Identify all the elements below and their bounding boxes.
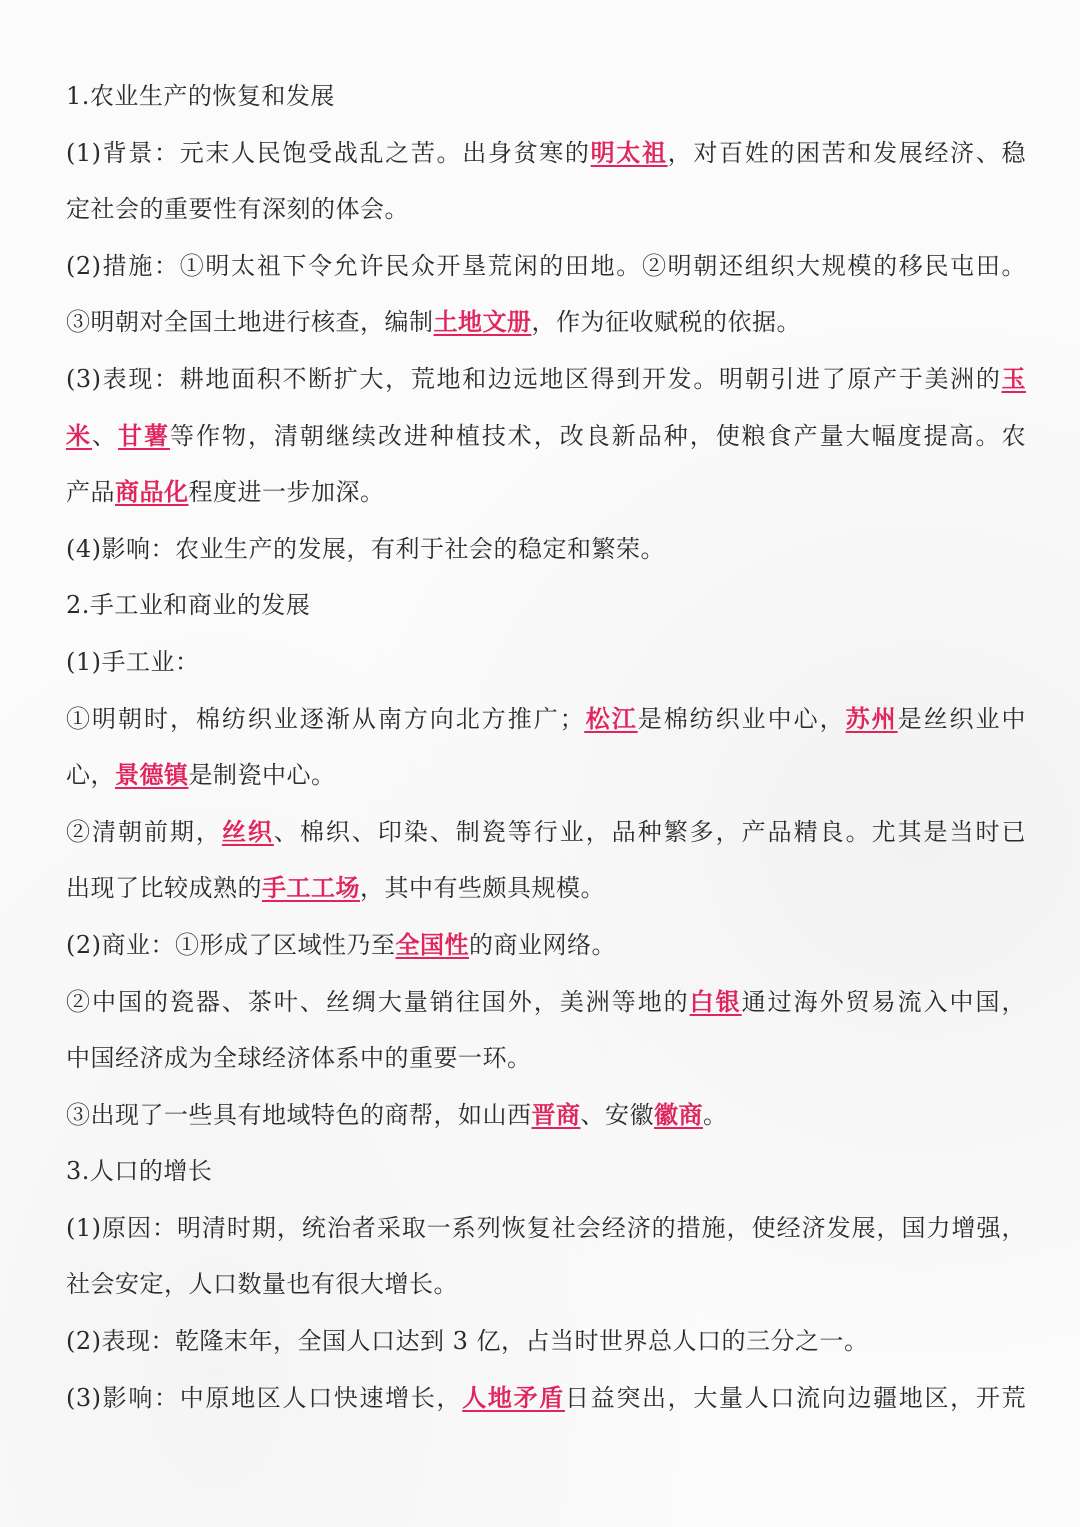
keyword-highlight: 甘薯 <box>118 420 170 450</box>
keyword-highlight: 白银 <box>689 986 742 1016</box>
text-line <box>66 804 1026 861</box>
text-segment: 产品 <box>66 478 115 507</box>
text-segment: 心， <box>66 761 115 790</box>
text-segment: 程度进一步加深。 <box>188 478 385 507</box>
text-segment: 1.农业生产的恢复和发展 <box>66 82 335 110</box>
keyword-highlight: 全国性 <box>395 929 469 959</box>
keyword-highlight: 玉 <box>1001 363 1026 393</box>
text-segment: 2.手工业和商业的发展 <box>66 591 311 620</box>
text-segment: 定社会的重要性有深刻的体会。 <box>66 195 409 224</box>
keyword-highlight: 手工工场 <box>262 873 360 903</box>
keyword-highlight: 明太祖 <box>590 137 668 167</box>
text-line <box>66 408 1026 465</box>
text-segment: ，其中有些颇具规模。 <box>360 874 605 903</box>
text-segment: (3)影响：中原地区人口快速增长， <box>66 1383 463 1412</box>
keyword-highlight: 苏州 <box>845 703 898 733</box>
text-segment: (3)表现：耕地面积不断扩大，荒地和边远地区得到开发。明朝引进了原产于美洲的 <box>66 364 1002 393</box>
text-line <box>66 1370 1026 1427</box>
text-line <box>66 464 1026 521</box>
text-line <box>66 351 1026 408</box>
text-segment: ③明朝对全国土地进行核查，编制 <box>66 308 434 337</box>
text-line <box>66 1313 1026 1370</box>
text-segment: 是丝织业中 <box>897 704 1027 733</box>
text-segment: 出现了比较成熟的 <box>66 874 262 903</box>
keyword-highlight: 人地矛盾 <box>462 1382 565 1412</box>
text-line <box>66 747 1026 804</box>
text-line <box>66 521 1026 578</box>
text-segment: (2)表现：乾隆末年，全国人口达到 3 亿，占当时世界总人口的三分之一。 <box>66 1327 869 1356</box>
text-segment: ②清朝前期， <box>66 817 222 846</box>
text-segment: 、棉织、印染、制瓷等行业，品种繁多，产品精良。尤其是当时已 <box>273 817 1027 846</box>
keyword-highlight: 徽商 <box>654 1099 703 1129</box>
text-segment: 。 <box>703 1100 728 1129</box>
text-line <box>66 1200 1026 1257</box>
text-line <box>66 577 1026 634</box>
text-segment: 等作物，清朝继续改进种植技术，改良新品种，使粮食产量大幅度提高。农 <box>169 421 1027 450</box>
text-segment: (1)背景：元末人民饱受战乱之苦。出身贫寒的 <box>66 138 591 167</box>
text-segment: (2)商业：①形成了区域性乃至 <box>66 930 396 959</box>
text-line <box>66 1256 1026 1313</box>
text-segment: (4)影响：农业生产的发展，有利于社会的稳定和繁荣。 <box>66 534 665 563</box>
text-line <box>66 634 1026 691</box>
text-line <box>66 68 1026 125</box>
text-segment: ①明朝时，棉纺织业逐渐从南方向北方推广； <box>66 704 585 733</box>
text-line <box>66 974 1026 1031</box>
text-segment: (1)手工业： <box>66 647 200 676</box>
text-segment: 是制瓷中心。 <box>188 761 336 790</box>
text-segment: 、安徽 <box>580 1100 654 1129</box>
text-line <box>66 1030 1026 1087</box>
keyword-highlight: 晋商 <box>531 1099 581 1129</box>
text-line <box>66 917 1026 974</box>
text-line <box>66 181 1026 238</box>
text-segment: 社会安定，人口数量也有很大增长。 <box>66 1270 458 1299</box>
text-line <box>66 238 1026 295</box>
text-segment: 日益突出，大量人口流向边疆地区，开荒 <box>564 1383 1027 1412</box>
keyword-highlight: 商品化 <box>115 477 189 507</box>
text-segment: 是棉纺织业中心， <box>637 704 846 733</box>
text-segment: ②中国的瓷器、茶叶、丝绸大量销往国外，美洲等地的 <box>66 987 690 1016</box>
keyword-highlight: 松江 <box>584 703 638 733</box>
text-line <box>66 125 1026 182</box>
text-segment: (2)措施：①明太祖下令允许民众开垦荒闲的田地。②明朝还组织大规模的移民屯田。 <box>66 251 1026 280</box>
text-segment: 通过海外贸易流入中国， <box>741 987 1027 1016</box>
text-segment: 的商业网络。 <box>469 930 616 959</box>
text-line <box>66 1143 1026 1200</box>
keyword-highlight: 景德镇 <box>115 760 189 790</box>
text-segment: 3.人口的增长 <box>66 1157 213 1186</box>
text-segment: 中国经济成为全球经济体系中的重要一环。 <box>66 1044 532 1073</box>
document-body <box>66 68 1026 1426</box>
keyword-highlight: 米 <box>66 420 92 450</box>
text-segment: ，对百姓的困苦和发展经济、稳 <box>667 138 1027 167</box>
text-line <box>66 1087 1026 1144</box>
text-segment: ，作为征收赋税的依据。 <box>531 308 801 337</box>
keyword-highlight: 土地文册 <box>433 307 532 337</box>
text-line <box>66 294 1026 351</box>
text-line <box>66 860 1026 917</box>
keyword-highlight: 丝织 <box>221 816 274 846</box>
text-line <box>66 691 1026 748</box>
text-segment: 、 <box>92 421 118 450</box>
text-segment: (1)原因：明清时期，统治者采取一系列恢复社会经济的措施，使经济发展，国力增强， <box>66 1213 1026 1242</box>
text-segment: ③出现了一些具有地域特色的商帮，如山西 <box>66 1100 532 1129</box>
